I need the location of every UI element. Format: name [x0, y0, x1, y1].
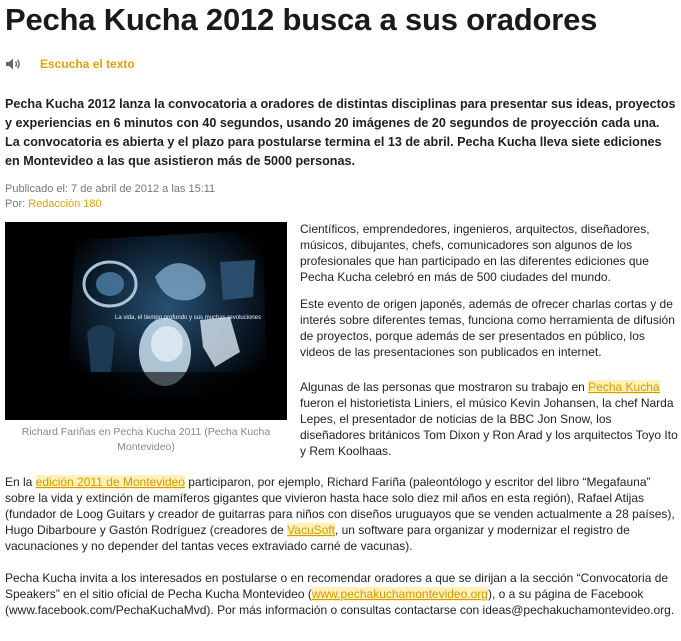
article-meta — [5, 182, 215, 212]
p3-text-before: Algunas de las personas que mostraron su trabajo en — [300, 380, 589, 394]
by-label: Por: — [5, 198, 26, 210]
p3-text-after: fueron el historietista Liniers, el músico Kevin Johansen, la chef Narda Lepes, el presentador de noticias de la BBC Jon Snow, los diseñadores británicos Tom Dixon y Ron Arad y los arquitectos Toyo Ito y Rem Koolhaas. — [300, 396, 678, 458]
website-link[interactable]: www.pechakuchamontevideo.org — [311, 587, 488, 601]
article-lead: Pecha Kucha 2012 lanza la convocatoria a oradores de distintas disciplinas para presentar sus ideas, proyectos y experiencias en 6 minutos con 40 segundos, usando 20 imágenes de 20 segundos de proyección cada una. La convocatoria es abierta y el plazo para postularse termina el 13 de abril. Pecha Kucha lleva siete ediciones en Montevideo a las que asistieron más de 5000 personas. — [5, 97, 676, 168]
vacusoft-link[interactable]: VacuSoft — [287, 523, 335, 537]
listen-link[interactable]: Escucha el texto — [40, 57, 135, 71]
paragraph-4 — [5, 474, 677, 554]
edition-2011-link[interactable]: edición 2011 de Montevideo — [35, 475, 185, 489]
p4-text-before: En la — [5, 475, 36, 489]
pecha-kucha-link[interactable]: Pecha Kucha — [588, 380, 660, 394]
speaker-icon[interactable] — [5, 57, 23, 71]
article-title: Pecha Kucha 2012 busca a sus oradores — [5, 2, 598, 37]
publish-date: Publicado el: 7 de abril de 2012 a las 15:11 — [5, 183, 216, 195]
paragraph-3 — [300, 379, 678, 459]
p4-text-middle: participaron, por ejemplo, Richard Fariña (paleontólogo y escritor del libro “Megafauna” sobre la vida y extinción de mamíferos gigantes que vivieron hasta hace solo diez mil años en esta región), Rafael Atijas (fundador de Loog Guitars y creador de guitarras para niños con diseños uruguayos que se venden actualmente a 28 países), Hugo Dibarboure y Gastón Rodríguez (creadores de — [5, 475, 675, 537]
photo-caption: Richard Fariñas en Pecha Kucha 2011 (Pecha Kucha Montevideo) — [21, 426, 271, 453]
article-photo — [5, 222, 287, 420]
author-link[interactable]: Redacción 180 — [28, 198, 102, 210]
slide-text: La vida, el tiempo profundo y sus muchas revoluciones — [115, 315, 262, 321]
paragraph-1: Científicos, emprendedores, ingenieros, arquitectos, diseñadores, músicos, dibujantes, chefs, comunicadores son algunos de los profesionales que han participado en las diferentes ediciones que Pecha Kucha celebró en más de 500 ciudades del mundo. — [300, 222, 650, 284]
p5-text-before: Pecha Kucha invita a los interesados en postularse o en recomendar oradores a que se dirijan a la sección “Convocatoria de Speakers” en el sitio oficial de Pecha Kucha Montevideo ( — [5, 571, 669, 601]
p5-text-after: ), o a su página de Facebook (www.facebook.com/PechaKuchaMvd). Por más información o consultas contactarse con ideas@pechakuchamontevideo.org. — [5, 587, 675, 617]
p4-text-after: , un software para organizar y modernizar el registro de vacunaciones y no depender del tantas veces extraviado carné de vacunas). — [5, 523, 630, 553]
audio-control[interactable] — [5, 55, 23, 73]
byline — [5, 197, 215, 212]
paragraph-2: Este evento de origen japonés, además de ofrecer charlas cortas y de interés sobre diferentes temas, funciona como herramienta de difusión de proyectos, porque además de ser presentados en público, los videos de las presentaciones son publicados en internet. — [300, 297, 675, 359]
paragraph-5 — [5, 570, 677, 618]
